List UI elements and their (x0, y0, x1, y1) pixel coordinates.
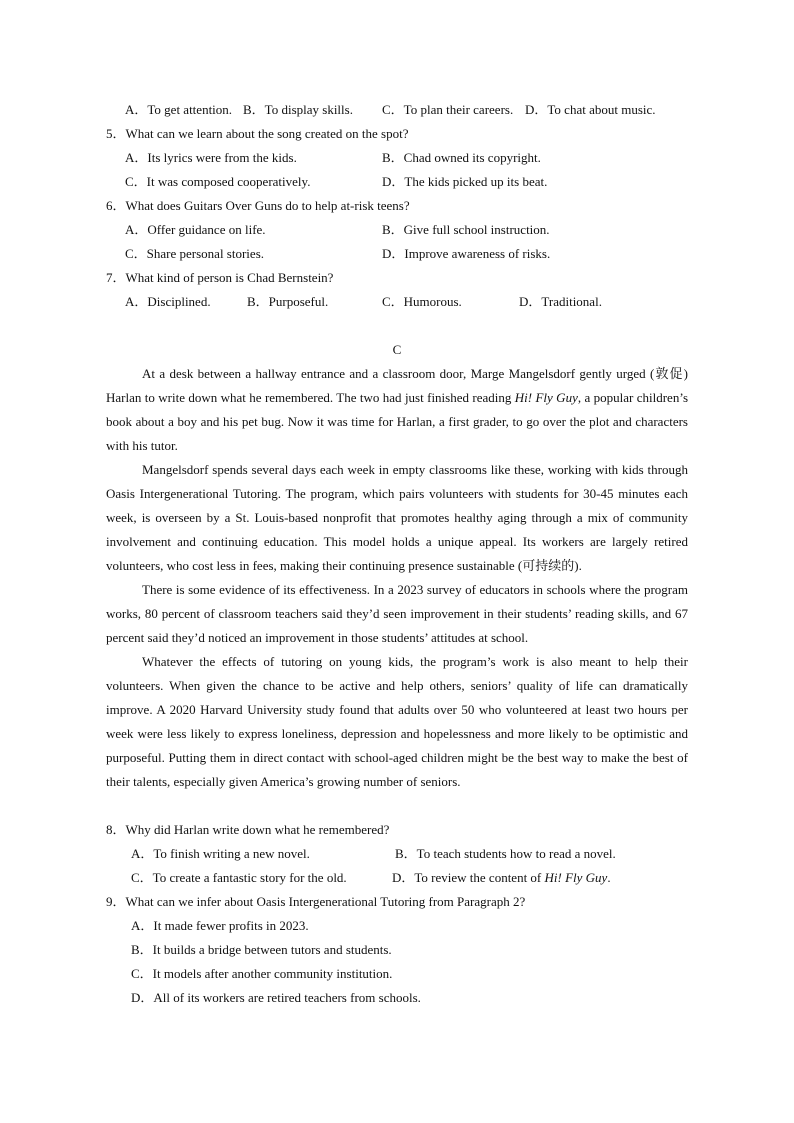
q9-option-d: D．All of its workers are retired teachers from schools. (131, 990, 421, 1005)
q5-option-c: C．It was composed cooperatively. (125, 174, 311, 189)
q4-option-c: C．To plan their careers. (382, 102, 514, 117)
q7-option-b: B．Purposeful. (247, 294, 329, 309)
q4-option-b: B．To display skills. (243, 102, 353, 117)
passage-paragraph-4: Whatever the effects of tutoring on young kids, the program’s work is also meant to help their volunteers. When given the chance to be active and help others, seniors’ quality of life can dramatically improve. A 2020 Harvard University study found that adults over 50 who volunteered at least two hours per week were less likely to express loneliness, depression and hopelessness and more likely to be optimistic and purposeful. Putting them in direct contact with school-aged children might be the best way to make the best of their talents, especially given America’s growing number of seniors. (106, 654, 688, 789)
q6-option-b: B．Give full school instruction. (382, 222, 550, 237)
q8-option-d-text: D．To review the content of (392, 870, 545, 885)
paragraph-1-text-end: , a popular children’s book about a boy and his pet bug. Now it was time for Harlan, a first grader, to go over the plot and characters with his tutor. (106, 390, 688, 453)
q5-option-d: D．The kids picked up its beat. (382, 174, 548, 189)
q6-option-a: A．Offer guidance on life. (125, 222, 266, 237)
q9-option-a: A．It made fewer profits in 2023. (131, 918, 309, 933)
q8-stem: 8．Why did Harlan write down what he remembered? (106, 822, 390, 837)
reading-passage (106, 362, 688, 794)
q8-option-d (392, 866, 611, 890)
q4-option-a: A．To get attention. (125, 102, 233, 117)
passage-paragraph-3: There is some evidence of its effectiveness. In a 2023 survey of educators in schools where the program works, 80 percent of classroom teachers said they’d seen improvement in their students’ reading skills, and 67 percent said they’d noticed an improvement in those students’ attitudes at school. (106, 582, 688, 645)
q5-option-a: A．Its lyrics were from the kids. (125, 150, 297, 165)
q5-option-b: B．Chad owned its copyright. (382, 150, 541, 165)
q6-stem: 6．What does Guitars Over Guns do to help at-risk teens? (106, 198, 410, 213)
q6-option-c: C．Share personal stories. (125, 246, 265, 261)
q8-option-c: C．To create a fantastic story for the old. (131, 870, 347, 885)
q8-option-d-book-title: Hi! Fly Guy (544, 870, 608, 885)
q9-option-b: B．It builds a bridge between tutors and students. (131, 942, 392, 957)
q9-stem: 9．What can we infer about Oasis Intergenerational Tutoring from Paragraph 2? (106, 894, 526, 909)
q7-stem: 7．What kind of person is Chad Bernstein? (106, 270, 334, 285)
passage-paragraph-2: Mangelsdorf spends several days each week in empty classrooms like these, working with kids through Oasis Intergenerational Tutoring. The program, which pairs volunteers with students for 30-45 minutes each week, is overseen by a St. Louis-based nonprofit that promotes healthy aging through a mix of community involvement and continuing education. This model holds a unique appeal. Its workers are largely retired volunteers, who cost less in fees, making their continuing presence sustainable (可持续的). (106, 462, 688, 573)
q8-option-b: B．To teach students how to read a novel. (395, 846, 616, 861)
q4-option-d: D．To chat about music. (525, 102, 656, 117)
passage-paragraph-1 (106, 362, 688, 458)
q5-stem: 5．What can we learn about the song created on the spot? (106, 126, 409, 141)
paragraph-1-text-start: At a desk between a hallway entrance and a classroom door, Marge Mangelsdorf gently urged (敦促) Harlan to write down what he remembered. The two had just finished reading (106, 366, 688, 405)
section-title: C (392, 342, 402, 357)
q6-option-d: D．Improve awareness of risks. (382, 246, 551, 261)
q7-option-d: D．Traditional. (519, 294, 602, 309)
q8-option-a: A．To finish writing a new novel. (131, 846, 310, 861)
book-title: Hi! Fly Guy (514, 390, 578, 405)
q7-option-c: C．Humorous. (382, 294, 462, 309)
q8-option-d-period: . (607, 870, 611, 885)
q9-option-c: C．It models after another community institution. (131, 966, 393, 981)
q7-option-a: A．Disciplined. (125, 294, 211, 309)
